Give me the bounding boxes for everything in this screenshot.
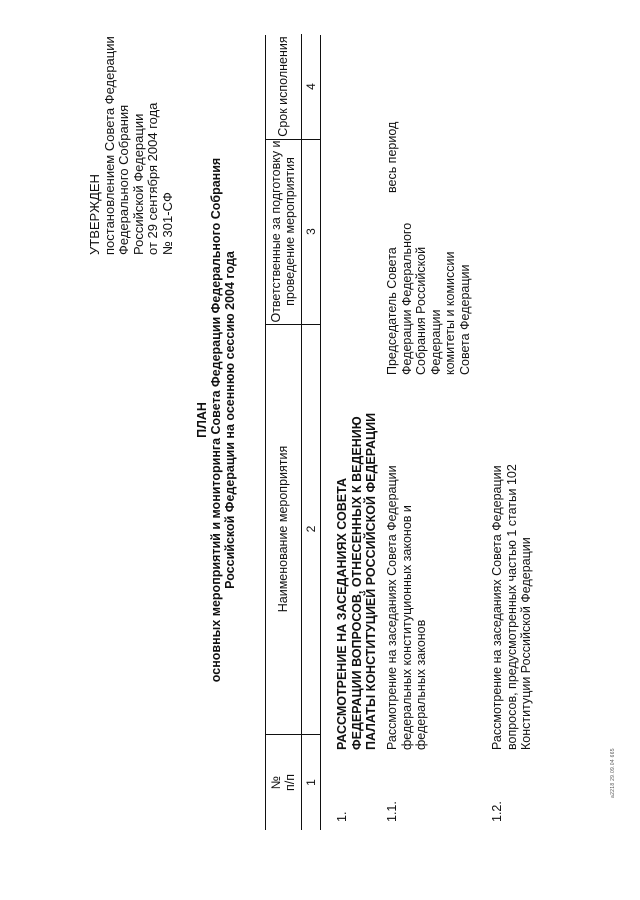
row-number: 1.2. <box>490 801 504 822</box>
column-number <box>266 735 320 830</box>
column-index: 2 <box>301 324 320 734</box>
row-name-line: федеральных законов <box>414 619 428 750</box>
responsible-line: Федерации <box>428 309 443 375</box>
column-responsible <box>266 139 320 325</box>
row-name <box>490 464 534 750</box>
row-deadline: весь период <box>385 121 399 193</box>
approval-line: от 29 сентября 2004 года <box>145 102 160 255</box>
column-index: 3 <box>301 139 320 324</box>
column-index: 4 <box>301 34 320 139</box>
row-name <box>385 465 429 750</box>
responsible-line: Председатель Совета <box>385 247 399 375</box>
row-number: 1. <box>335 811 349 822</box>
column-header: Наименование мероприятия <box>276 445 290 613</box>
footer-code: a2218 29.09.04 665 <box>610 748 616 798</box>
row-name-line: РАССМОТРЕНИЕ НА ЗАСЕДАНИЯХ СОВЕТА <box>335 478 349 750</box>
row-name-line: Конституции Российской Федерации <box>519 537 533 750</box>
responsible-line: комитеты и комиссии <box>443 251 457 375</box>
title-heading: ПЛАН <box>195 402 209 438</box>
approval-line: № 301-СФ <box>159 192 175 255</box>
plan-table-header <box>265 35 321 830</box>
row-name-line: ПАЛАТЫ КОНСТИТУЦИЕЙ РОССИЙСКОЙ ФЕДЕРАЦИИ <box>364 412 378 750</box>
approval-stamp <box>88 36 175 255</box>
column-header: № п/п <box>269 774 297 792</box>
row-name-line: Рассмотрение на заседаниях Совета Федерации <box>490 465 504 750</box>
row-number: 1.1. <box>385 801 399 822</box>
column-event-name <box>266 324 320 735</box>
column-header: Ответственные за подготовку и проведение мероприятия <box>269 140 297 323</box>
approval-line: постановлением Совета Федерации <box>101 36 117 255</box>
title-line: основных мероприятий и мониторинга Совета Федерации Федерального Собрания <box>209 157 223 683</box>
column-header: Срок исполнения <box>276 36 290 137</box>
row-name-line: Рассмотрение на заседаниях Совета Федерации <box>385 465 399 750</box>
row-name-line: вопросов, предусмотренных частью 1 статьи 102 <box>504 464 519 750</box>
row-name-line: ФЕДЕРАЦИИ ВОПРОСОВ, ОТНЕСЕННЫХ К ВЕДЕНИЮ <box>349 416 364 750</box>
row-name <box>335 413 379 750</box>
responsible-line: Федерации Федерального <box>399 222 414 375</box>
column-index: 1 <box>301 735 320 830</box>
row-responsible <box>385 223 472 375</box>
approval-line: Федерального Собрания <box>116 104 131 255</box>
column-deadline <box>266 34 320 140</box>
document-title <box>195 140 237 700</box>
approval-line: Российской Федерации <box>130 113 146 255</box>
responsible-line: Собрания Российской <box>414 246 428 375</box>
approval-line: УТВЕРЖДЕН <box>87 174 102 255</box>
responsible-line: Совета Федерации <box>457 264 472 375</box>
row-name-line: федеральных конституционных законов и <box>399 505 414 750</box>
title-line: Российской Федерации на осеннюю сессию 2004 года <box>223 251 237 589</box>
